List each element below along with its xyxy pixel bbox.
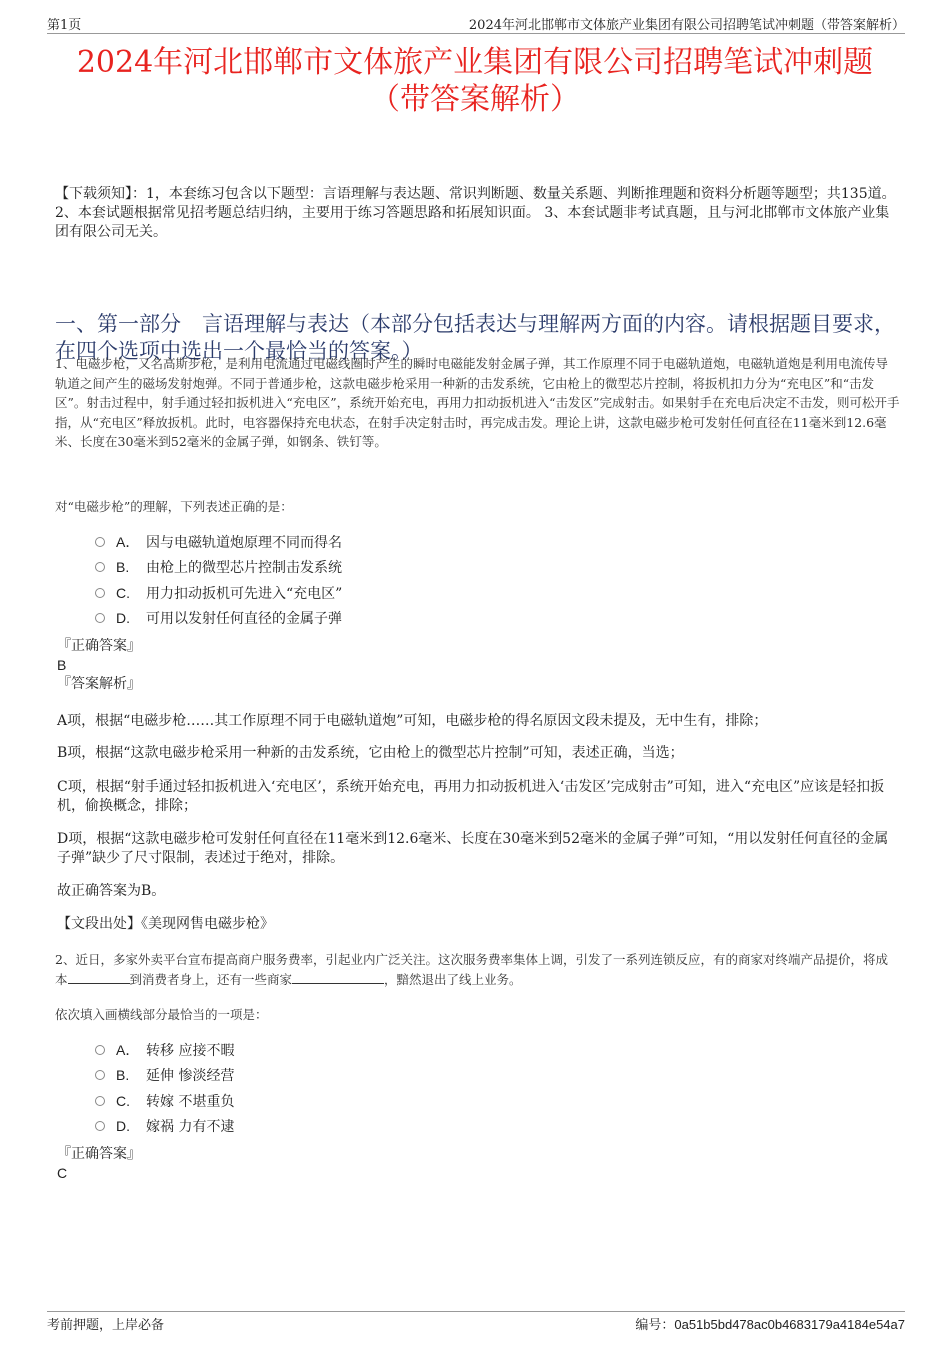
radio-icon[interactable] bbox=[95, 1121, 105, 1131]
header-doc-title: 2024年河北邯郸市文体旅产业集团有限公司招聘笔试冲刺题（带答案解析） bbox=[468, 18, 905, 33]
analysis-d: D项，根据“这款电磁步枪可发射任何直径在11毫米到12.6毫米、长度在30毫米到52毫米的金属子弹”可知，“用以发射任何直径的金属子弹”缺少了尺寸限制，表述过于绝对，排除。 bbox=[57, 831, 889, 866]
footer-slogan: 考前押题，上岸必备 bbox=[47, 1318, 165, 1333]
option-c[interactable]: C. 转嫁 不堪重负 bbox=[95, 1088, 234, 1114]
option-a[interactable]: A． 因与电磁轨道炮原理不同而得名 bbox=[95, 529, 342, 555]
section-heading: 一、第一部分 言语理解与表达（本部分包括表达与理解两方面的内容。请根据题目要求，在四个选项中选出一个最恰当的答案。） bbox=[55, 312, 895, 363]
analysis-b: B项，根据“这款电磁步枪采用一种新的击发系统，它由枪上的微型芯片控制”可知，表述正确，当选； bbox=[57, 745, 684, 761]
footer-divider bbox=[47, 1311, 905, 1312]
option-d[interactable]: D. 可用以发射任何直径的金属子弹 bbox=[95, 606, 342, 632]
question-1-options bbox=[95, 529, 342, 631]
radio-icon[interactable] bbox=[95, 537, 105, 547]
question-1-text: 1、电磁步枪，又名高斯步枪，是利用电流通过电磁线圈时产生的瞬时电磁能发射金属子弹，其工作原理不同于电磁轨道炮，电磁轨道炮是利用电流传导轨道之间产生的磁场发射炮弹。不同于普通步枪，这款电磁步枪采用一种新的击发系统，它由枪上的微型芯片控制，将扳机扣力分为“充电区”和“击发区”。射击过程中，射手通过轻扣扳机进入“充电区”，系统开始充电，再用力扣动扳机进入“击发区”完成射击。如果射手在充电后决定不击发，则可松开手指，从“充电区”释放扳机。此时，电容器保持充电状态，在射手决定射击时，再完成击发。理论上讲，这款电磁步枪可发射任何直径在11毫米到12.6毫米、长度在30毫米到52毫米的金属子弹，如钢条、铁钉等。 bbox=[55, 356, 900, 449]
blank-1 bbox=[68, 971, 130, 984]
option-c[interactable]: C. 用力扣动扳机可先进入“充电区” bbox=[95, 580, 342, 606]
page-number: 第1页 bbox=[47, 18, 82, 33]
answer-label: 『正确答案』 bbox=[57, 638, 141, 654]
option-b[interactable]: B. 延伸 惨淡经营 bbox=[95, 1063, 234, 1089]
page-header bbox=[47, 14, 905, 34]
analysis-label: 『答案解析』 bbox=[57, 676, 141, 692]
question-2-prompt: 依次填入画横线部分最恰当的一项是： bbox=[55, 1007, 268, 1022]
source-citation: 【文段出处】《美现网售电磁步枪》 bbox=[57, 916, 274, 932]
title-line-1: 2024年河北邯郸市文体旅产业集团有限公司招聘笔试冲刺题 bbox=[76, 45, 874, 80]
question-1-prompt: 对“电磁步枪”的理解，下列表述正确的是： bbox=[55, 499, 293, 514]
header-divider bbox=[47, 33, 905, 34]
document-code: 编号：0a51b5bd478ac0b4683179a4184e54a7 bbox=[635, 1317, 905, 1333]
answer-value: C bbox=[57, 1165, 68, 1181]
radio-icon[interactable] bbox=[95, 613, 105, 623]
analysis-c: C项，根据“射手通过轻扣扳机进入‘充电区’，系统开始充电，再用力扣动扳机进入‘击发区’完成射击”可知，进入“充电区”应该是轻扣扳机，偷换概念，排除； bbox=[57, 779, 885, 814]
blank-2 bbox=[292, 971, 384, 984]
answer-label: 『正确答案』 bbox=[57, 1146, 141, 1162]
download-notice: 【下载须知】：1，本套练习包含以下题型：言语理解与表达题、常识判断题、数量关系题、判断推理题和资料分析题等题型；共135道。 2、本套试题根据常见招考题总结归纳，主要用于练习答题思路和拓展知识面。 3、本套试题非考试真题，且与河北邯郸市文体旅产业集团有限公司无关。 bbox=[55, 186, 896, 240]
question-2-options bbox=[95, 1037, 234, 1139]
option-a[interactable]: A． 转移 应接不暇 bbox=[95, 1037, 234, 1063]
question-1-answer-block bbox=[57, 637, 900, 694]
analysis-a: A项，根据“电磁步枪……其工作原理不同于电磁轨道炮”可知，电磁步枪的得名原因文段未提及，无中生有，排除； bbox=[57, 713, 768, 729]
radio-icon[interactable] bbox=[95, 588, 105, 598]
analysis-conclusion: 故正确答案为B。 bbox=[57, 883, 166, 899]
option-d[interactable]: D. 嫁祸 力有不逮 bbox=[95, 1114, 234, 1140]
radio-icon[interactable] bbox=[95, 1070, 105, 1080]
page-title bbox=[40, 44, 910, 118]
radio-icon[interactable] bbox=[95, 1096, 105, 1106]
question-2-answer-block bbox=[57, 1145, 900, 1183]
radio-icon[interactable] bbox=[95, 562, 105, 572]
title-line-2: （带答案解析） bbox=[370, 82, 580, 117]
answer-value: B bbox=[57, 657, 67, 673]
option-b[interactable]: B. 由枪上的微型芯片控制击发系统 bbox=[95, 555, 342, 581]
radio-icon[interactable] bbox=[95, 1045, 105, 1055]
question-2-text: 2、近日，多家外卖平台宣布提高商户服务费率，引起业内广泛关注。这次服务费率集体上调，引发了一系列连锁反应，有的商家对终端产品提价，将成本 到消费者身上，还有一些商家 ，黯然退出了线上业务。 bbox=[55, 952, 888, 987]
